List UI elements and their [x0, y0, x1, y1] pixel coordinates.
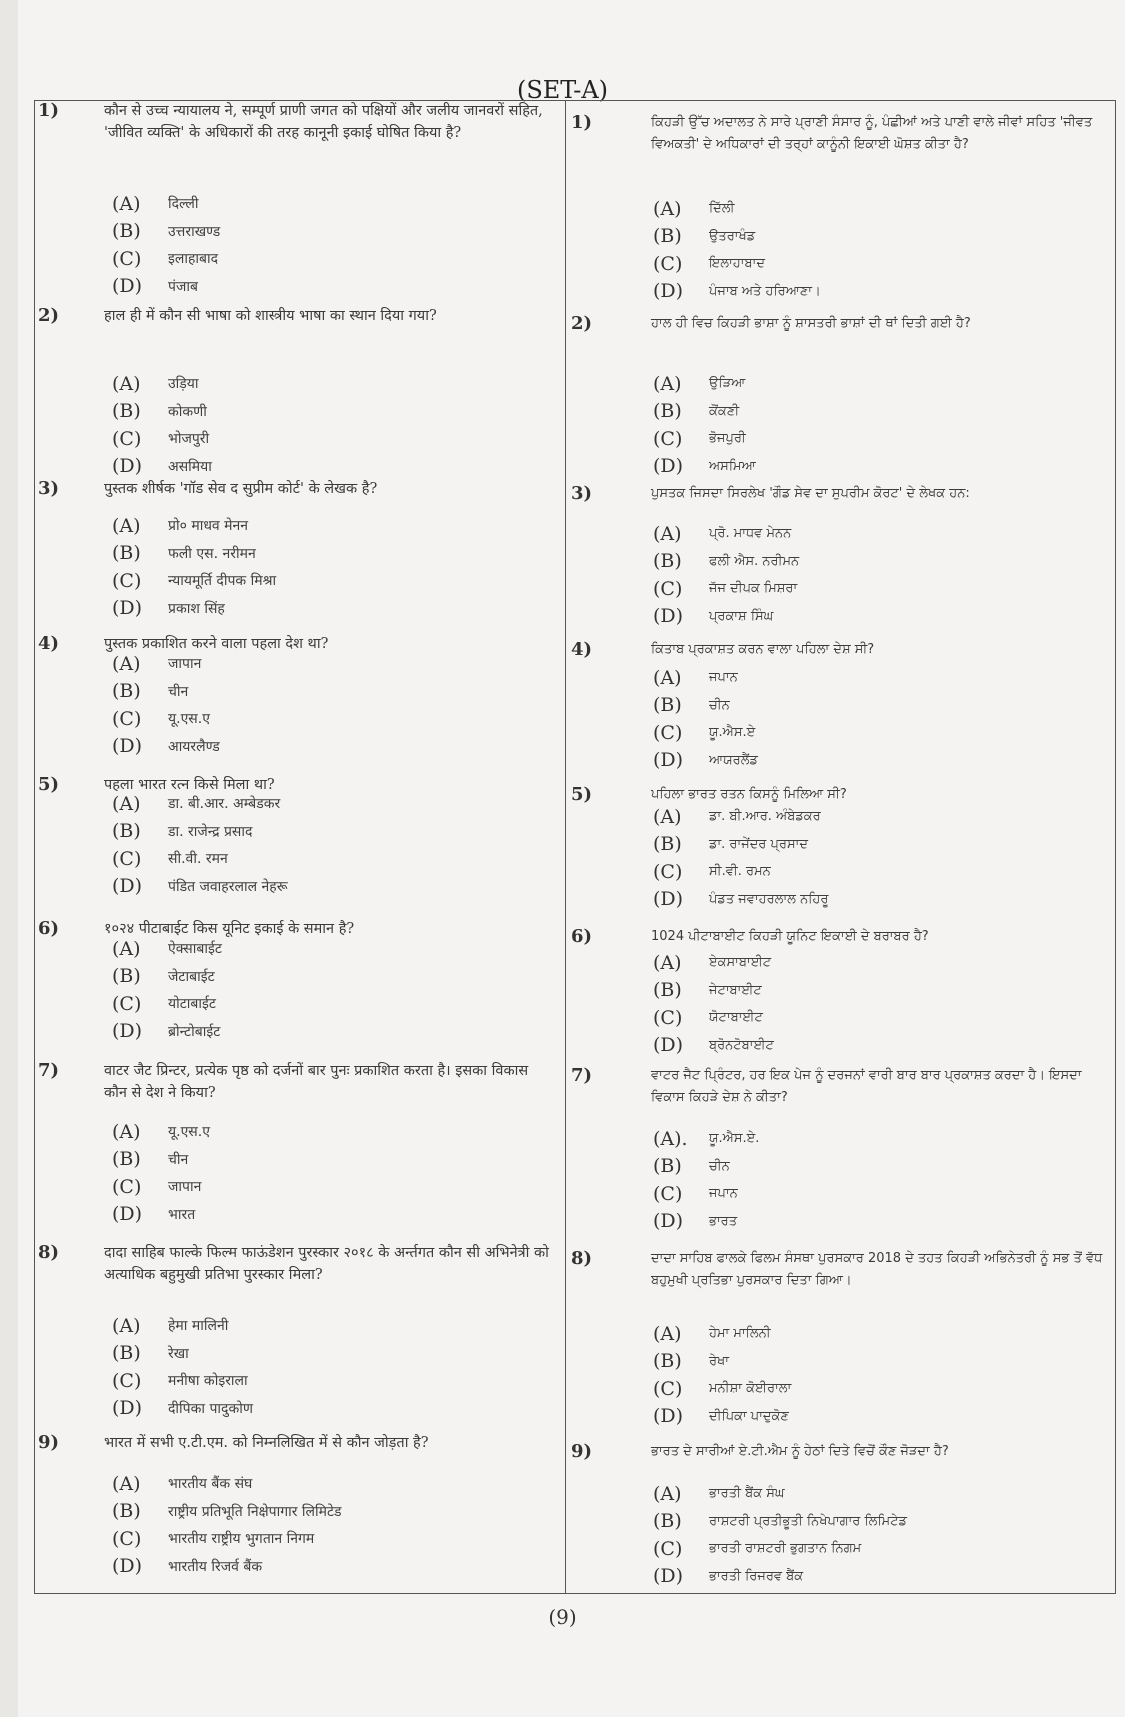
option-text: भारतीय रिजर्व बैंक — [168, 1558, 263, 1575]
option-text: डा. राजेन्द्र प्रसाद — [168, 823, 253, 840]
option-label: (A) — [653, 522, 682, 545]
option-label: (D) — [653, 455, 684, 478]
option-a — [112, 1470, 555, 1498]
options-list — [653, 520, 1106, 630]
question-number: 7) — [38, 1060, 60, 1081]
option-b — [653, 1348, 1106, 1376]
option-text: इलाहाबाद — [168, 251, 219, 268]
option-label: (C) — [653, 1377, 683, 1400]
option-b — [653, 831, 1106, 859]
option-b — [112, 1340, 555, 1368]
option-text: जापान — [168, 656, 202, 673]
option-label: (C) — [112, 1369, 142, 1392]
option-d — [653, 603, 1106, 631]
option-label: (A) — [112, 652, 141, 675]
question-text: पुस्तक प्रकाशित करने वाला पहला देश था? — [104, 636, 329, 652]
option-text: सी.वी. रमन — [168, 851, 228, 868]
page-number: (9) — [548, 1605, 577, 1629]
option-b — [653, 977, 1106, 1005]
option-text: जेटाबाईट — [168, 968, 215, 985]
option-text: ਆਯਰਲੈਂਡ — [709, 752, 758, 768]
option-text: भारतीय राष्ट्रीय भुगतान निगम — [168, 1531, 315, 1548]
option-text: ਜਪਾਨ — [709, 1186, 738, 1202]
option-a — [653, 664, 1106, 692]
question-number: 7) — [571, 1065, 593, 1086]
option-c — [112, 1367, 555, 1395]
option-text: पंडित जवाहरलाल नेहरू — [168, 878, 288, 895]
options-list — [112, 1312, 555, 1422]
options-list — [653, 370, 1106, 480]
option-text: ऐक्साबाईट — [168, 941, 222, 958]
option-label: (D) — [653, 749, 684, 772]
option-a — [653, 520, 1106, 548]
option-text: ਸੀ.ਵੀ. ਰਮਨ — [709, 864, 771, 880]
option-label: (D) — [653, 1034, 684, 1057]
option-text: ਰਾਸ਼ਟਰੀ ਪ੍ਰਤੀਭੂਤੀ ਨਿਖੇਪਾਗਾਰ ਲਿਮਿਟੇਡ — [709, 1513, 907, 1529]
option-text: ਜੱਜ ਦੀਪਕ ਮਿਸ਼ਰਾ — [709, 581, 798, 597]
option-label: (C) — [112, 569, 142, 592]
option-label: (A) — [653, 1482, 682, 1505]
question-number: 1) — [38, 100, 60, 121]
option-text: ਭੋਜਪੁਰੀ — [709, 431, 746, 447]
question-number: 6) — [38, 918, 60, 939]
question-number: 8) — [38, 1242, 60, 1263]
option-text: यू.एस.ए — [168, 1124, 210, 1141]
option-c — [653, 1004, 1106, 1032]
option-d — [112, 873, 555, 901]
column-divider — [565, 100, 566, 1594]
option-c — [653, 250, 1106, 278]
options-list — [112, 190, 555, 300]
options-list — [112, 1470, 555, 1580]
option-label: (D) — [112, 1203, 143, 1226]
option-label: (B) — [112, 820, 141, 843]
options-list — [653, 1320, 1106, 1430]
option-label: (D) — [112, 1020, 143, 1043]
option-text: ਦੀਪਿਕਾ ਪਾਦੁਕੋਣ — [709, 1408, 789, 1424]
option-label: (B) — [653, 833, 682, 856]
option-c — [112, 705, 555, 733]
question-text: वाटर जैट प्रिन्टर, प्रत्येक पृष्ठ को दर्जनों बार पुनः प्रकाशित करता है। इसका विकास कौन से देश ने किया? — [104, 1063, 529, 1101]
option-label: (C) — [653, 860, 683, 883]
option-text: ਰੇਖਾ — [709, 1353, 730, 1369]
question-text: 1024 ਪੀਟਾਬਾਈਟ ਕਿਹੜੀ ਯੂਨਿਟ ਇਕਾਈ ਦੇ ਬਰਾਬਰ ਹੈ? — [651, 929, 929, 944]
option-c — [653, 1535, 1106, 1563]
option-text: भोजपुरी — [168, 431, 210, 448]
option-label: (B) — [653, 979, 682, 1002]
option-label: (D) — [653, 1565, 684, 1588]
option-label: (B) — [112, 220, 141, 243]
options-list — [653, 1125, 1106, 1235]
question-number: 3) — [38, 478, 60, 499]
option-c — [112, 1173, 555, 1201]
option-label: (D) — [112, 455, 143, 478]
option-b — [112, 218, 555, 246]
question-text: ਪਹਿਲਾ ਭਾਰਤ ਰਤਨ ਕਿਸਨੂੰ ਮਿਲਿਆ ਸੀ? — [651, 787, 847, 802]
option-a — [112, 190, 555, 218]
option-c — [112, 245, 555, 273]
option-label: (A) — [112, 372, 141, 395]
option-label: (C) — [653, 721, 683, 744]
option-c — [112, 425, 555, 453]
option-label: (C) — [653, 577, 683, 600]
option-a — [653, 1320, 1106, 1348]
options-list — [653, 803, 1106, 913]
option-label: (A) — [112, 937, 141, 960]
option-text: ਡਾ. ਬੀ.ਆਰ. ਅੰਬੇਡਕਰ — [709, 809, 821, 825]
option-label: (C) — [653, 1006, 683, 1029]
question-text: ਵਾਟਰ ਜੈਟ ਪ੍ਰਿੰਟਰ, ਹਰ ਇਕ ਪੇਜ ਨੂੰ ਦਰਜਨਾਂ ਵਾਰੀ ਬਾਰ ਬਾਰ ਪ੍ਰਕਾਸ਼ਤ ਕਰਦਾ ਹੈ। ਇਸਦਾ ਵਿਕਾਸ ਕਿਹੜੇ ਦੇਸ਼ ਨੇ ਕੀਤਾ? — [651, 1068, 1082, 1105]
option-text: ਪੰਜਾਬ ਅਤੇ ਹਰਿਆਣਾ। — [709, 283, 821, 299]
question-text: हाल ही में कौन सी भाषा को शास्त्रीय भाषा का स्थान दिया गया? — [104, 308, 437, 324]
option-c — [112, 990, 555, 1018]
option-c — [653, 719, 1106, 747]
option-text: ਯੂ.ਐਸ.ਏ — [709, 725, 756, 741]
question-number: 9) — [38, 1432, 60, 1453]
option-label: (A) — [112, 1314, 141, 1337]
option-label: (B) — [112, 1342, 141, 1365]
option-text: ਕੋਂਕਣੀ — [709, 403, 740, 419]
option-text: ਦਿੱਲੀ — [709, 201, 735, 217]
option-label: (D) — [112, 735, 143, 758]
options-list — [653, 664, 1106, 774]
option-label: (D) — [112, 597, 143, 620]
option-a — [653, 370, 1106, 398]
option-d — [653, 453, 1106, 481]
option-label: (A) — [653, 372, 682, 395]
option-a — [653, 195, 1106, 223]
option-b — [653, 398, 1106, 426]
option-text: दिल्ली — [168, 196, 199, 213]
option-c — [112, 567, 555, 595]
option-label: (B) — [112, 1500, 141, 1523]
option-label: (B) — [653, 1510, 682, 1533]
option-text: ਚੀਨ — [709, 1158, 730, 1174]
option-label: (B) — [112, 542, 141, 565]
option-label: (C) — [653, 252, 683, 275]
question-number: 1) — [571, 112, 593, 133]
question-text: ਕਿਤਾਬ ਪ੍ਰਕਾਸ਼ਤ ਕਰਨ ਵਾਲਾ ਪਹਿਲਾ ਦੇਸ਼ ਸੀ? — [651, 642, 875, 657]
question-text: ਪੁਸਤਕ ਜਿਸਦਾ ਸਿਰਲੇਖ 'ਗੌਡ ਸੇਵ ਦਾ ਸੁਪਰੀਮ ਕੋਰਟ' ਦੇ ਲੇਖਕ ਹਨ: — [651, 486, 970, 501]
option-label: (C) — [112, 247, 142, 270]
question-number: 8) — [571, 1248, 593, 1269]
option-text: ਯੂ.ਐਸ.ਏ. — [709, 1131, 760, 1147]
option-label: (A) — [653, 951, 682, 974]
option-text: ਡਾ. ਰਾਜੇਂਦਰ ਪ੍ਰਸਾਦ — [709, 836, 808, 852]
question-text: ਹਾਲ ਹੀ ਵਿਚ ਕਿਹੜੀ ਭਾਸ਼ਾ ਨੂੰ ਸ਼ਾਸਤਰੀ ਭਾਸ਼ਾਂ ਦੀ ਥਾਂ ਦਿਤੀ ਗਈ ਹੈ? — [651, 316, 971, 331]
question-text: भारत में सभी ए.टी.एम. को निम्नलिखित में से कौन जोड़ता है? — [104, 1435, 429, 1451]
option-text: ਇਲਾਹਾਬਾਦ — [709, 256, 765, 272]
option-text: कोकणी — [168, 403, 207, 420]
option-label: (B) — [653, 1155, 682, 1178]
option-d — [112, 1395, 555, 1423]
option-label: (C) — [112, 847, 142, 870]
option-a — [112, 1118, 555, 1146]
option-a — [112, 512, 555, 540]
option-d — [653, 278, 1106, 306]
option-label: (C) — [653, 427, 683, 450]
option-label: (C) — [653, 1537, 683, 1560]
option-label: (A) — [112, 1120, 141, 1143]
option-d — [112, 595, 555, 623]
option-b — [653, 1153, 1106, 1181]
option-label: (D) — [653, 888, 684, 911]
option-label: (D) — [112, 275, 143, 298]
option-text: रेखा — [168, 1345, 189, 1362]
option-c — [653, 1180, 1106, 1208]
options-list — [112, 1118, 555, 1228]
option-label: (B) — [112, 680, 141, 703]
option-text: भारत — [168, 1206, 196, 1223]
option-d — [653, 1563, 1106, 1591]
option-text: ਪ੍ਰੋ. ਮਾਧਵ ਮੇਨਨ — [709, 526, 792, 542]
option-label: (D) — [653, 1210, 684, 1233]
option-label: (B) — [112, 1148, 141, 1171]
question-text: ਦਾਦਾ ਸਾਹਿਬ ਫਾਲਕੇ ਫਿਲਮ ਸੰਸਥਾ ਪੁਰਸਕਾਰ 2018 ਦੇ ਤਹਤ ਕਿਹੜੀ ਅਭਿਨੇਤਰੀ ਨੂੰ ਸਭ ਤੋਂ ਵੱਧ ਬਹੁਮੁਖੀ ਪ੍ਰਤਿਭਾ ਪੁਰਸਕਾਰ ਦਿਤਾ ਗਿਆ। — [651, 1251, 1103, 1288]
question-text: कौन से उच्च न्यायालय ने, सम्पूर्ण प्राणी जगत को पक्षियों और जलीय जानवरों सहित, 'जीवित व्यक्ति' के अधिकारों की तरह कानूनी इकाई घोषित किया है? — [104, 103, 543, 141]
option-label: (B) — [653, 1350, 682, 1373]
question-number: 6) — [571, 926, 593, 947]
option-d — [112, 273, 555, 301]
option-label: (A) — [653, 666, 682, 689]
option-d — [112, 453, 555, 481]
option-c — [653, 575, 1106, 603]
option-text: ਪ੍ਰਕਾਸ਼ ਸਿੰਘ — [709, 608, 774, 624]
option-a — [112, 790, 555, 818]
option-d — [653, 886, 1106, 914]
option-text: ਭਾਰਤੀ ਬੈਂਕ ਸੰਘ — [709, 1486, 785, 1502]
option-b — [653, 223, 1106, 251]
option-b — [112, 678, 555, 706]
option-label: (D) — [653, 1405, 684, 1428]
option-label: (B) — [653, 400, 682, 423]
question-number: 2) — [38, 305, 60, 326]
option-label: (B) — [653, 694, 682, 717]
option-label: (D) — [112, 1555, 143, 1578]
option-text: ਪੰਡਤ ਜਵਾਹਰਲਾਲ ਨਹਿਰੂ — [709, 891, 829, 907]
option-label: (B) — [653, 550, 682, 573]
option-text: ਭਾਰਤ — [709, 1213, 738, 1229]
option-b — [112, 963, 555, 991]
option-label: (C) — [112, 427, 142, 450]
option-text: ਹੇਮਾ ਮਾਲਿਨੀ — [709, 1326, 771, 1342]
option-label: (A) — [112, 1472, 141, 1495]
option-text: योटाबाईट — [168, 996, 216, 1013]
question-text: १०२४ पीटाबाईट किस यूनिट इकाई के समान है? — [104, 921, 355, 937]
options-list — [112, 370, 555, 480]
set-label: (SET-A) — [516, 76, 609, 104]
option-label: (C) — [112, 992, 142, 1015]
option-c — [653, 1375, 1106, 1403]
option-d — [112, 1201, 555, 1229]
question-number: 3) — [571, 483, 593, 504]
option-label: (A). — [653, 1127, 688, 1150]
option-c — [112, 845, 555, 873]
option-label: (A) — [653, 1322, 682, 1345]
option-d — [112, 733, 555, 761]
option-c — [653, 425, 1106, 453]
option-text: हेमा मालिनी — [168, 1318, 229, 1335]
option-b — [112, 1146, 555, 1174]
option-b — [112, 1498, 555, 1526]
option-text: चीन — [168, 1151, 189, 1168]
option-label: (D) — [112, 1397, 143, 1420]
question-text: दादा साहिब फाल्के फिल्म फाऊंडेशन पुरस्कार २०१८ के अर्न्तगत कौन सी अभिनेत्री को अत्याधिक बहुमुखी प्रतिभा पुरस्कार मिला? — [104, 1245, 549, 1283]
option-text: ਬ੍ਰੋਨਟੋਬਾਈਟ — [709, 1037, 774, 1053]
options-list — [112, 935, 555, 1045]
option-d — [653, 1032, 1106, 1060]
option-a — [653, 1480, 1106, 1508]
option-label: (B) — [112, 965, 141, 988]
option-b — [653, 1508, 1106, 1536]
option-a — [112, 935, 555, 963]
option-d — [653, 747, 1106, 775]
question-text: पुस्तक शीर्षक 'गॉड सेव द सुप्रीम कोर्ट' के लेखक है? — [104, 481, 378, 497]
option-d — [112, 1553, 555, 1581]
option-label: (A) — [653, 805, 682, 828]
option-d — [653, 1403, 1106, 1431]
option-text: ਫਲੀ ਐਸ. ਨਰੀਮਨ — [709, 553, 800, 569]
question-number: 9) — [571, 1441, 593, 1462]
option-label: (D) — [653, 605, 684, 628]
options-list — [653, 1480, 1106, 1590]
option-label: (D) — [653, 280, 684, 303]
question-number: 5) — [571, 784, 593, 805]
option-text: डा. बी.आर. अम्बेडकर — [168, 796, 281, 813]
option-text: पंजाब — [168, 278, 198, 295]
option-a — [112, 370, 555, 398]
option-label: (D) — [112, 875, 143, 898]
option-text: राष्ट्रीय प्रतिभूति निक्षेपागार लिमिटेड — [168, 1503, 342, 1520]
option-text: आयरलैण्ड — [168, 738, 220, 755]
question-text: पहला भारत रत्न किसे मिला था? — [104, 777, 275, 793]
question-text: ਕਿਹੜੀ ਉੱਚ ਅਦਾਲਤ ਨੇ ਸਾਰੇ ਪ੍ਰਾਣੀ ਸੰਸਾਰ ਨੂੰ, ਪੰਛੀਆਂ ਅਤੇ ਪਾਣੀ ਵਾਲੇ ਜੀਵਾਂ ਸਹਿਤ 'ਜੀਵਤ ਵਿਅਕਤੀ' ਦੇ ਅਧਿਕਾਰਾਂ ਦੀ ਤਰ੍ਹਾਂ ਕਾਨੂੰਨੀ ਇਕਾਈ ਘੋਸ਼ਤ ਕੀਤਾ ਹੈ? — [651, 115, 1093, 152]
option-text: ਜਪਾਨ — [709, 670, 738, 686]
options-list — [112, 790, 555, 900]
option-label: (A) — [112, 792, 141, 815]
option-text: मनीषा कोइराला — [168, 1373, 248, 1390]
option-label: (C) — [112, 1175, 142, 1198]
option-a — [112, 1312, 555, 1340]
option-text: प्रकाश सिंह — [168, 600, 225, 617]
option-text: ਯੋਟਾਬਾਈਟ — [709, 1010, 763, 1026]
option-text: ਚੀਨ — [709, 697, 730, 713]
option-label: (B) — [112, 400, 141, 423]
option-text: ਮਨੀਸ਼ਾ ਕੋਈਰਾਲਾ — [709, 1381, 792, 1397]
option-label: (B) — [653, 225, 682, 248]
option-b — [112, 398, 555, 426]
option-label: (A) — [112, 192, 141, 215]
option-text: ब्रोन्टोबाईट — [168, 1023, 221, 1040]
option-a — [112, 650, 555, 678]
option-text: भारतीय बैंक संघ — [168, 1476, 253, 1493]
option-b — [112, 818, 555, 846]
option-text: ਭਾਰਤੀ ਰਿਜਰਵ ਬੈਂਕ — [709, 1568, 804, 1584]
option-text: उड़िया — [168, 376, 199, 393]
option-a — [653, 949, 1106, 977]
option-c — [653, 858, 1106, 886]
option-text: ਉਤਰਾਖੰਡ — [709, 228, 756, 244]
options-list — [653, 949, 1106, 1059]
option-text: ਜੇਟਾਬਾਈਟ — [709, 982, 762, 998]
question-text: ਭਾਰਤ ਦੇ ਸਾਰੀਆਂ ਏ.ਟੀ.ਐਮ ਨੂੰ ਹੇਠਾਂ ਦਿਤੇ ਵਿਚੋਂ ਕੌਣ ਜੋੜਦਾ ਹੈ? — [651, 1444, 949, 1459]
question-number: 4) — [38, 633, 60, 654]
option-text: फली एस. नरीमन — [168, 545, 256, 562]
option-text: न्यायमूर्ति दीपक मिश्रा — [168, 573, 277, 590]
option-text: ਉੜਿਆ — [709, 376, 746, 392]
option-a — [653, 803, 1106, 831]
option-text: प्रो० माधव मेनन — [168, 518, 249, 535]
option-text: चीन — [168, 683, 189, 700]
option-b — [653, 548, 1106, 576]
question-number: 2) — [571, 313, 593, 334]
option-text: उत्तराखण्ड — [168, 223, 221, 240]
options-list — [112, 650, 555, 760]
option-text: असमिया — [168, 458, 212, 475]
question-number: 5) — [38, 774, 60, 795]
option-b — [112, 540, 555, 568]
option-text: ਏਕਸਾਬਾਈਟ — [709, 955, 772, 971]
option-d — [653, 1208, 1106, 1236]
option-label: (A) — [653, 197, 682, 220]
option-text: ਭਾਰਤੀ ਰਾਸ਼ਟਰੀ ਭੁਗਤਾਨ ਨਿਗਮ — [709, 1541, 862, 1557]
option-text: जापान — [168, 1179, 202, 1196]
option-text: दीपिका पादुकोण — [168, 1400, 253, 1417]
option-b — [653, 692, 1106, 720]
options-list — [653, 195, 1106, 305]
option-label: (C) — [653, 1182, 683, 1205]
option-label: (C) — [112, 1527, 142, 1550]
question-number: 4) — [571, 639, 593, 660]
option-label: (A) — [112, 514, 141, 537]
option-label: (C) — [112, 707, 142, 730]
option-c — [112, 1525, 555, 1553]
option-text: यू.एस.ए — [168, 711, 210, 728]
option-text: ਅਸਮਿਆ — [709, 458, 756, 474]
option-d — [112, 1018, 555, 1046]
option-a — [653, 1125, 1106, 1153]
options-list — [112, 512, 555, 622]
